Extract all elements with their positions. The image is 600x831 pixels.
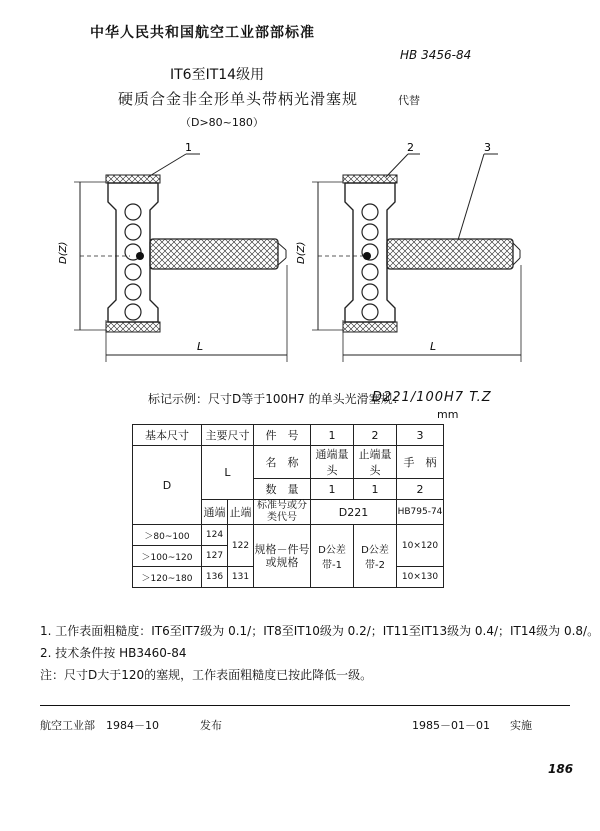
cell-l: L bbox=[202, 446, 254, 500]
cell-qty-3: 2 bbox=[397, 479, 444, 500]
cell-qty-1: 1 bbox=[311, 479, 354, 500]
cell-d: D bbox=[133, 446, 202, 525]
marking-example-text: 标记示例：尺寸D等于100H7 的单头光滑塞规： bbox=[148, 392, 405, 406]
table-row: ＞120~180 bbox=[133, 567, 202, 588]
unit-label: mm bbox=[437, 408, 459, 421]
note-2: 2. 技术条件按 HB3460-84 bbox=[40, 646, 187, 660]
cell-spec-2: D公差带-2 bbox=[354, 525, 397, 588]
replaces-label: 代替 bbox=[398, 94, 420, 107]
table-row: 10×120 bbox=[397, 525, 444, 567]
dim-label-d-left: D(Z) bbox=[58, 241, 69, 264]
spec-table bbox=[132, 424, 444, 588]
cell-qty-2: 1 bbox=[354, 479, 397, 500]
cell-part-2: 2 bbox=[354, 425, 397, 446]
right-gauge-pin bbox=[363, 252, 371, 260]
left-gauge bbox=[74, 154, 287, 362]
cell-basic-size: 基本尺寸 bbox=[133, 425, 202, 446]
cell-zhi: 止端 bbox=[228, 500, 254, 525]
standard-code: HB 3456-84 bbox=[400, 48, 472, 62]
footer-divider bbox=[40, 705, 570, 706]
cell-name-label: 名 称 bbox=[254, 446, 311, 479]
footer-impl-label: 实施 bbox=[510, 719, 532, 732]
left-gauge-bottom-cap bbox=[106, 322, 160, 332]
table-row: 136 bbox=[202, 567, 228, 588]
part-label-1: 1 bbox=[185, 141, 192, 154]
table-row: 131 bbox=[228, 567, 254, 588]
cell-spec-label: 规格－件号或规格 bbox=[254, 525, 311, 588]
cell-qty-label: 数 量 bbox=[254, 479, 311, 500]
right-gauge-handle bbox=[387, 239, 513, 269]
title-line-2: 硬质合金非全形单头带柄光滑塞规 bbox=[118, 90, 359, 108]
page-number: 186 bbox=[548, 762, 574, 776]
cell-std-label: 标准号或分类代号 bbox=[254, 500, 311, 525]
cell-tong: 通端 bbox=[202, 500, 228, 525]
title-line-3: （D>80~180） bbox=[180, 116, 264, 129]
cell-name-1: 通端量头 bbox=[311, 446, 354, 479]
cell-name-3: 手 柄 bbox=[397, 446, 444, 479]
right-gauge-top-cap bbox=[343, 175, 397, 183]
table-row: ＞100~120 bbox=[133, 546, 202, 567]
right-gauge-bottom-cap bbox=[343, 322, 397, 332]
cell-std-hb: HB795-74 bbox=[397, 500, 444, 525]
cell-name-2: 止端量头 bbox=[354, 446, 397, 479]
technical-drawing bbox=[0, 140, 600, 380]
footer-issuer: 航空工业部 1984－10 bbox=[40, 719, 159, 732]
cell-std-code: D221 bbox=[311, 500, 397, 525]
table-row: 122 bbox=[228, 525, 254, 567]
left-gauge-pin bbox=[136, 252, 144, 260]
cell-spec-1: D公差带-1 bbox=[311, 525, 354, 588]
table-row: 10×130 bbox=[397, 567, 444, 588]
footer-issue-label: 发布 bbox=[200, 719, 222, 732]
title-line-1: IT6至IT14级用 bbox=[170, 67, 265, 83]
notes bbox=[40, 620, 599, 686]
part-label-3: 3 bbox=[484, 141, 491, 154]
note-3: 注：尺寸D大于120的塞规，工作表面粗糙度已按此降低一级。 bbox=[40, 668, 373, 682]
standard-org-heading: 中华人民共和国航空工业部部标准 bbox=[90, 25, 315, 41]
dim-label-d-right: D(Z) bbox=[296, 241, 307, 264]
dim-label-l-right: L bbox=[430, 340, 437, 353]
right-gauge bbox=[312, 154, 521, 362]
left-gauge-handle bbox=[150, 239, 278, 269]
cell-main-size: 主要尺寸 bbox=[202, 425, 254, 446]
footer-date: 1985－01－01 bbox=[412, 719, 490, 732]
part-label-2: 2 bbox=[407, 141, 414, 154]
table-row: 124 bbox=[202, 525, 228, 546]
cell-part-3: 3 bbox=[397, 425, 444, 446]
dim-label-l-left: L bbox=[197, 340, 204, 353]
note-1: 1. 工作表面粗糙度：IT6至IT7级为 0.1/；IT8至IT10级为 0.2/；IT11至IT13级为 0.4/；IT14级为 0.8/。 bbox=[40, 624, 600, 638]
cell-part-no: 件 号 bbox=[254, 425, 311, 446]
table-row: 127 bbox=[202, 546, 228, 567]
left-gauge-top-cap bbox=[106, 175, 160, 183]
marking-example-code: D221/100H7 T.Z bbox=[372, 390, 492, 405]
cell-part-1: 1 bbox=[311, 425, 354, 446]
table-row: ＞80~100 bbox=[133, 525, 202, 546]
